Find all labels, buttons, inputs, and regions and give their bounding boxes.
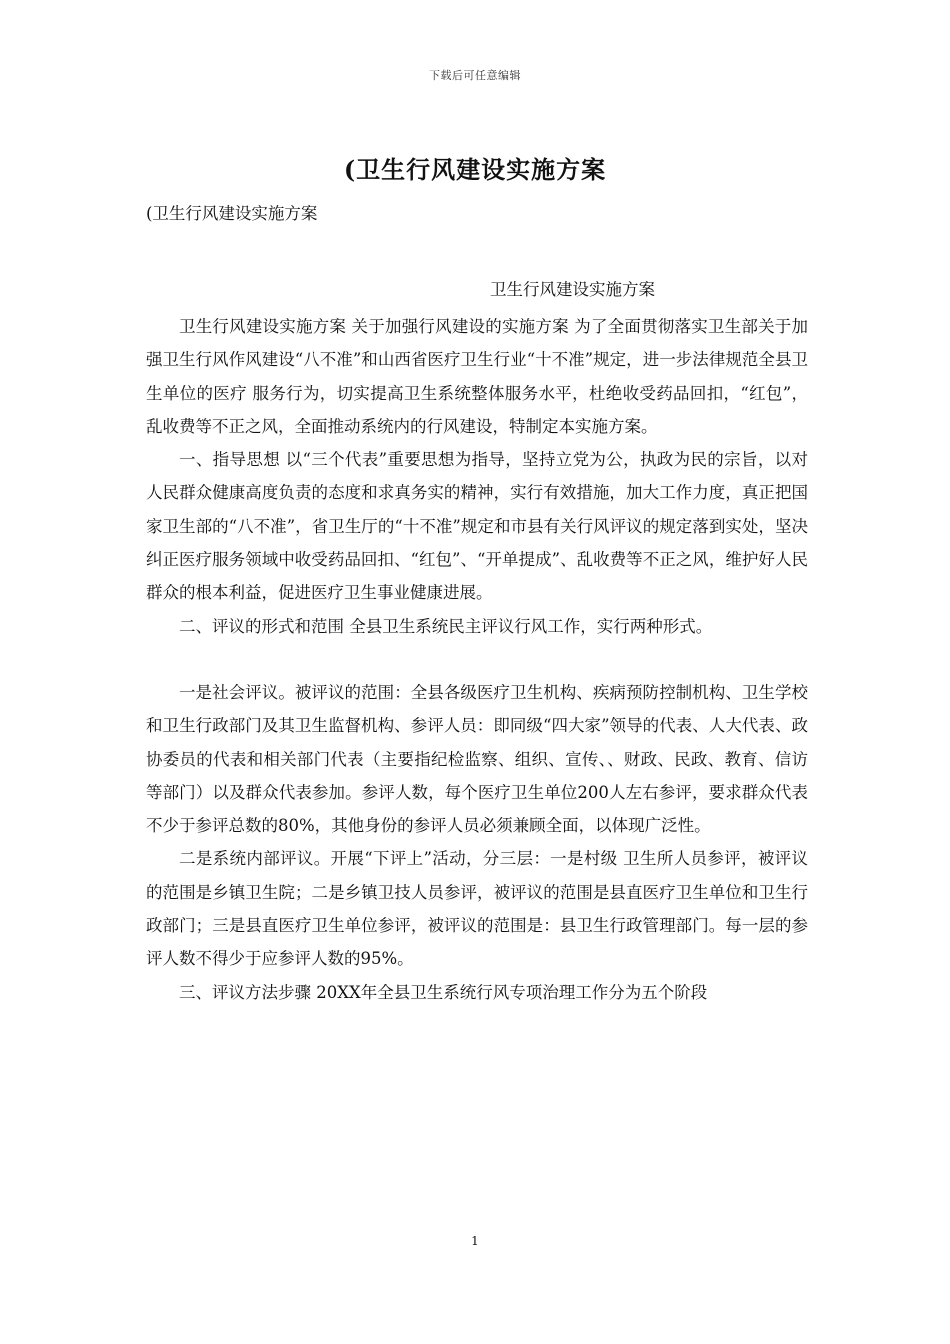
- paragraph: 卫生行风建设实施方案 关于加强行风建设的实施方案 为了全面贯彻落实卫生部关于加强卫生行风作风建设“八不准”和山西省医疗卫生行业“十不准”规定，进一步法律规范全县卫生单位的医疗 服务行为，切实提高卫生系统整体服务水平，杜绝收受药品回扣，“红包”，乱收费等不正之风，全面推动系统内的行风建设，特制定本实施方案。: [146, 317, 808, 436]
- paragraph: 二、评议的形式和范围 全县卫生系统民主评议行风工作，实行两种形式。: [179, 616, 713, 636]
- document-body: [146, 310, 808, 1009]
- paragraph: 三、评议方法步骤 20XX年全县卫生系统行风专项治理工作分为五个阶段: [179, 982, 708, 1002]
- centered-heading: 卫生行风建设实施方案: [490, 280, 655, 299]
- paragraph: 一是社会评议。被评议的范围：全县各级医疗卫生机构、疾病预防控制机构、卫生学校和卫生行政部门及其卫生监督机构、参评人员：即同级“四大家”领导的代表、人大代表、政协委员的代表和相关部门代表（主要指纪检监察、组织、宣传、、财政、民政、教育、信访等部门）以及群众代表参加。参评人数，每个医疗卫生单位200人左右参评，要求群众代表不少于参评总数的80%，其他身份的参评人员必须兼顾全面，以体现广泛性。: [146, 682, 808, 836]
- document-subtitle: (卫生行风建设实施方案: [146, 204, 318, 223]
- page-number: 1: [471, 1234, 479, 1248]
- paragraph: 二是系统内部评议。开展“下评上”活动，分三层：一是村级 卫生所人员参评，被评议的范围是乡镇卫生院；二是乡镇卫技人员参评，被评议的范围是县直医疗卫生单位和卫生行政部门；三是县直医疗卫生单位参评，被评议的范围是：县卫生行政管理部门。每一层的参评人数不得少于应参评人数的95%。: [146, 849, 808, 969]
- paragraph: 一、指导思想 以“三个代表”重要思想为指导，坚持立党为公，执政为民的宗旨，以对人民群众健康高度负责的态度和求真务实的精神，实行有效措施，加大工作力度，真正把国家卫生部的“八不准”，省卫生厅的“十不准”规定和市县有关行风评议的规定落到实处，坚决纠正医疗服务领域中收受药品回扣、“红包”、“开单提成”、乱收费等不正之风，维护好人民群众的根本利益，促进医疗卫生事业健康进展。: [146, 450, 808, 603]
- document-title: (卫生行风建设实施方案: [343, 155, 607, 184]
- page-header-note: 下载后可任意编辑: [429, 69, 521, 82]
